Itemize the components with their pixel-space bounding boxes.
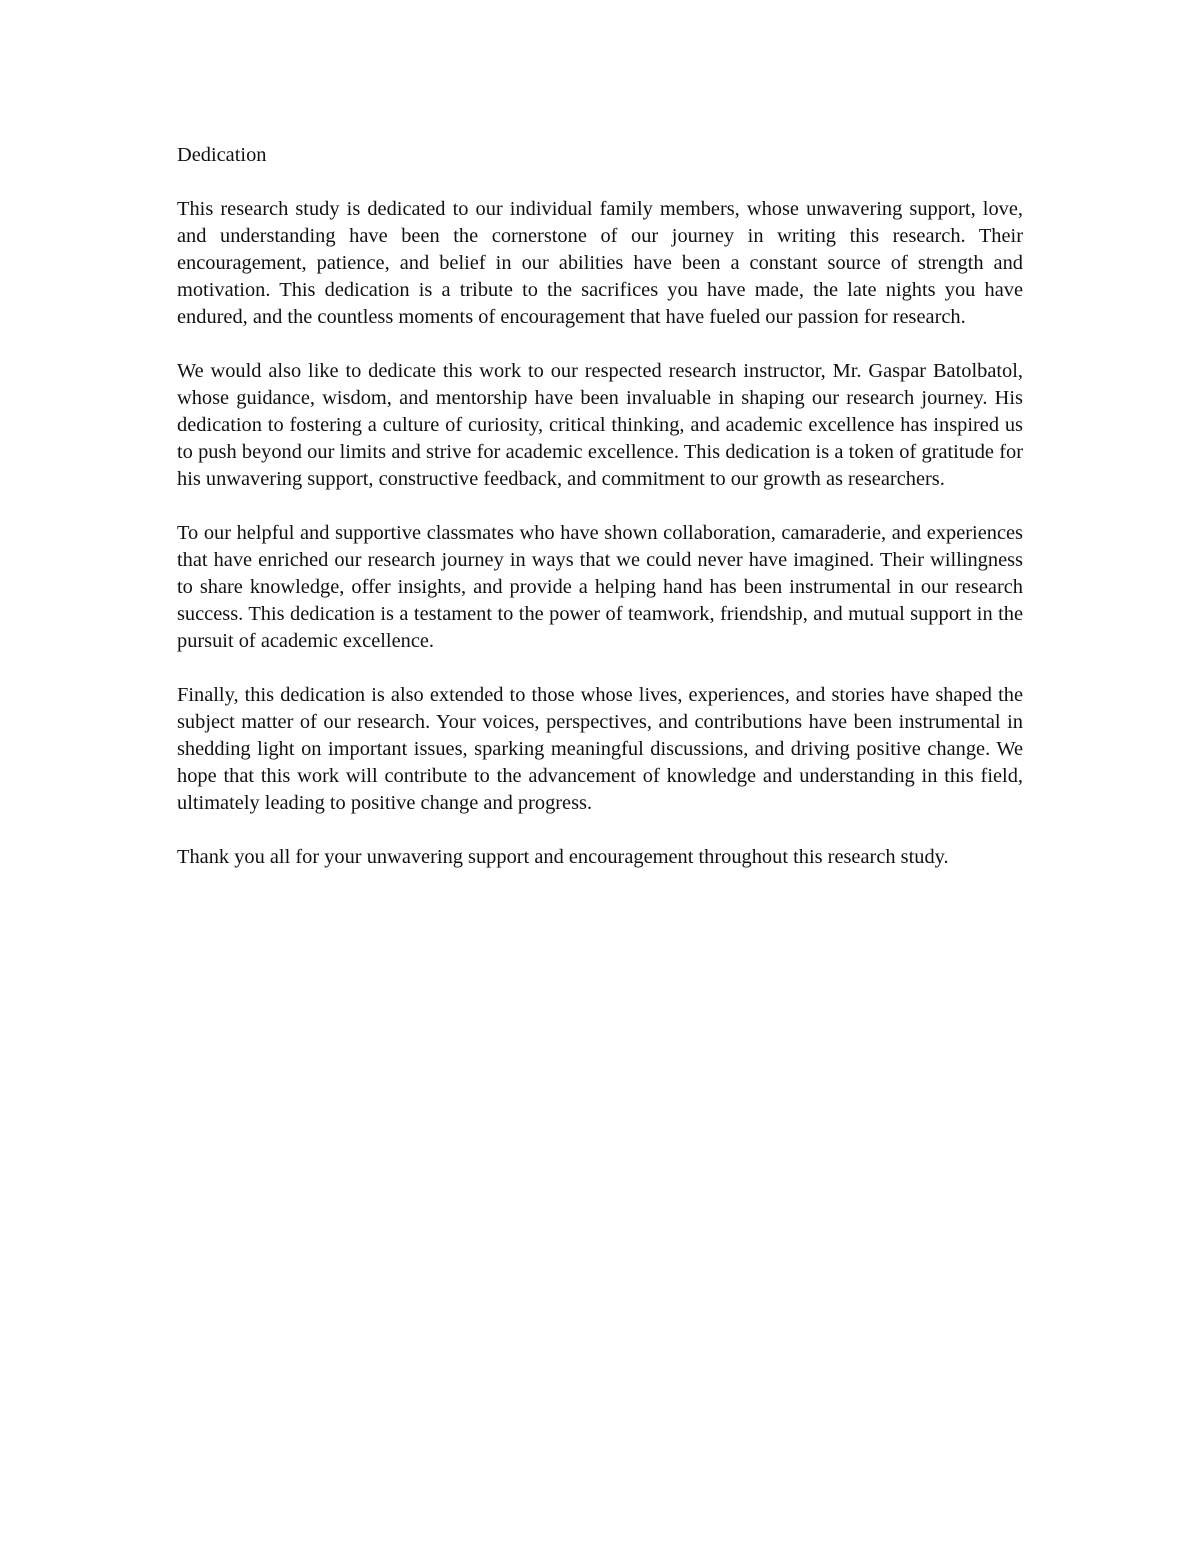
paragraph-subjects: Finally, this dedication is also extended to those whose lives, experiences, and stories have shaped the subject matter of our research. Your voices, perspectives, and contributions have been instrumental in shedding light on important issues, sparking meaningful discussions, and driving positive change. We hope that this work will contribute to the advancement of knowledge and understanding in this field, ultimately leading to positive change and progress.	[177, 684, 1023, 814]
page-title: Dedication	[177, 144, 267, 166]
paragraph-classmates: To our helpful and supportive classmates who have shown collaboration, camaraderie, and experiences that have enriched our research journey in ways that we could never have imagined. Their willingness to share knowledge, offer insights, and provide a helping hand has been instrumental in our research success. This dedication is a testament to the power of teamwork, friendship, and mutual support in the pursuit of academic excellence.	[177, 522, 1023, 652]
paragraph-thanks: Thank you all for your unwavering support and encouragement throughout this research study.	[177, 846, 949, 868]
document-body	[177, 142, 1023, 898]
paragraph-instructor: We would also like to dedicate this work to our respected research instructor, Mr. Gaspar Batolbatol, whose guidance, wisdom, and mentorship have been invaluable in shaping our research journey. His dedication to fostering a culture of curiosity, critical thinking, and academic excellence has inspired us to push beyond our limits and strive for academic excellence. This dedication is a token of gratitude for his unwavering support, constructive feedback, and commitment to our growth as researchers.	[177, 360, 1023, 490]
paragraph-family: This research study is dedicated to our individual family members, whose unwavering support, love, and understanding have been the cornerstone of our journey in writing this research. Their encouragement, patience, and belief in our abilities have been a constant source of strength and motivation. This dedication is a tribute to the sacrifices you have made, the late nights you have endured, and the countless moments of encouragement that have fueled our passion for research.	[177, 198, 1023, 328]
